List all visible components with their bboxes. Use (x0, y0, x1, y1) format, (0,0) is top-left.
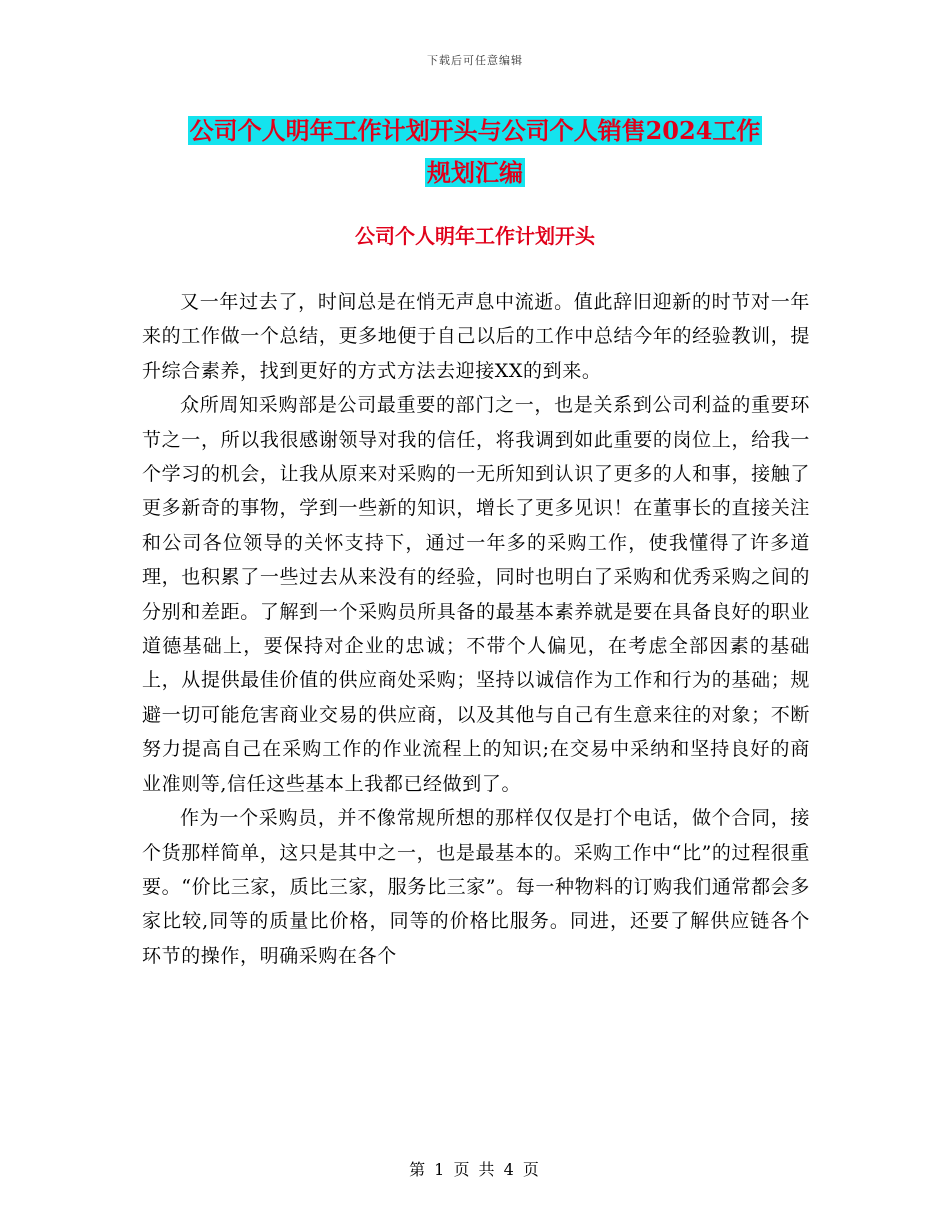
body-text (142, 285, 810, 973)
document-title (140, 110, 810, 194)
document-title-line-1: 公司个人明年工作计划开头与公司个人销售2024工作 (189, 116, 761, 145)
page-header-note: 下载后可任意编辑 (427, 54, 523, 67)
page-footer: 第 1 页 共 4 页 (409, 1160, 541, 1179)
document-title-line-2: 规划汇编 (427, 158, 523, 187)
section-heading: 公司个人明年工作计划开头 (355, 224, 595, 248)
paragraph-1: 又一年过去了，时间总是在悄无声息中流逝。值此辞旧迎新的时节对一年来的工作做一个总结，更多地便于自己以后的工作中总结今年的经验教训，提升综合素养，找到更好的方式方法去迎接XX的到来。 (142, 291, 810, 382)
paragraph-2: 众所周知采购部是公司最重要的部门之一，也是关系到公司利益的重要环节之一，所以我很感谢领导对我的信任，将我调到如此重要的岗位上，给我一个学习的机会，让我从原来对采购的一无所知到认识了更多的人和事，接触了更多新奇的事物，学到一些新的知识，增长了更多见识！在董事长的直接关注和公司各位领导的关怀支持下，通过一年多的采购工作，使我懂得了许多道理，也积累了一些过去从来没有的经验，同时也明白了采购和优秀采购之间的分别和差距。了解到一个采购员所具备的最基本素养就是要在具备良好的职业道德基础上，要保持对企业的忠诚；不带个人偏见，在考虑全部因素的基础上，从提供最佳价值的供应商处采购；坚持以诚信作为工作和行为的基础；规避一切可能危害商业交易的供应商，以及其他与自己有生意来往的对象；不断努力提高自己在采购工作的作业流程上的知识;在交易中采纳和坚持良好的商业准则等,信任这些基本上我都已经做到了。 (142, 394, 810, 795)
paragraph-3: 作为一个采购员，并不像常规所想的那样仅仅是打个电话，做个合同，接个货那样简单，这只是其中之一，也是最基本的。采购工作中“比”的过程很重要。“价比三家，质比三家，服务比三家”。每一种物料的订购我们通常都会多家比较,同等的质量比价格，同等的价格比服务。同进，还要了解供应链各个环节的操作，明确采购在各个 (142, 807, 810, 967)
